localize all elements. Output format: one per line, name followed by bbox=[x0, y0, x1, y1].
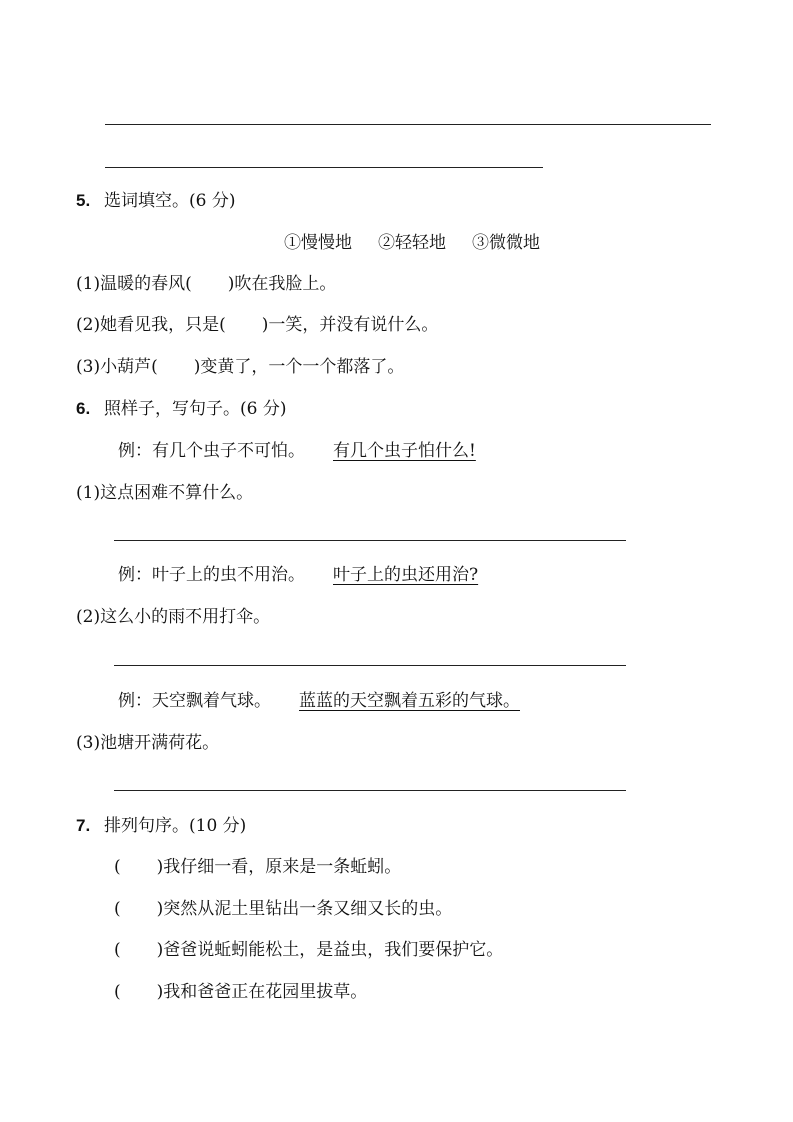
q5-options bbox=[284, 231, 540, 255]
q5-item-3: (3)小葫芦( )变黄了，一个一个都落了。 bbox=[76, 357, 405, 377]
q7-number: 7. bbox=[76, 816, 91, 835]
answer-line[interactable] bbox=[114, 790, 626, 791]
q7-item-1: ( )我仔细一看，原来是一条蚯蚓。 bbox=[114, 857, 402, 877]
answer-line[interactable] bbox=[114, 540, 626, 541]
q5-item-2: (2)她看见我，只是( )一笑，并没有说什么。 bbox=[76, 315, 439, 335]
option-1: ①慢慢地 bbox=[284, 233, 352, 253]
answer-line[interactable] bbox=[105, 167, 543, 168]
q7-item-3: ( )爸爸说蚯蚓能松土，是益虫，我们要保护它。 bbox=[114, 940, 504, 960]
q6-heading bbox=[76, 397, 286, 421]
q6-title: 照样子，写句子。(6 分) bbox=[104, 399, 287, 419]
q5-title: 选词填空。(6 分) bbox=[104, 191, 236, 211]
q5-heading bbox=[76, 189, 235, 213]
q7-title: 排列句序。(10 分) bbox=[104, 816, 247, 836]
q7-item-4: ( )我和爸爸正在花园里拔草。 bbox=[114, 982, 368, 1002]
answer-line[interactable] bbox=[105, 124, 711, 125]
example-answer: 有几个虫子怕什么! bbox=[333, 441, 476, 461]
q6-prompt-1: (1)这点困难不算什么。 bbox=[76, 483, 254, 503]
q6-prompt-3: (3)池塘开满荷花。 bbox=[76, 733, 220, 753]
example-answer: 蓝蓝的天空飘着五彩的气球。 bbox=[299, 691, 520, 711]
option-2: ②轻轻地 bbox=[378, 233, 446, 253]
example-answer: 叶子上的虫还用治? bbox=[333, 565, 479, 585]
q6-prompt-2: (2)这么小的雨不用打伞。 bbox=[76, 607, 271, 627]
q6-example-1: 例：有几个虫子不可怕。 有几个虫子怕什么! bbox=[118, 441, 476, 461]
q5-item-1: (1)温暖的春风( )吹在我脸上。 bbox=[76, 274, 337, 294]
q5-number: 5. bbox=[76, 191, 91, 210]
q6-example-3: 例：天空飘着气球。 蓝蓝的天空飘着五彩的气球。 bbox=[118, 691, 520, 711]
q7-item-2: ( )突然从泥土里钻出一条又细又长的虫。 bbox=[114, 899, 453, 919]
answer-line[interactable] bbox=[114, 665, 626, 666]
q6-number: 6. bbox=[76, 399, 91, 418]
q6-example-2: 例：叶子上的虫不用治。 叶子上的虫还用治? bbox=[118, 565, 479, 585]
option-3: ③微微地 bbox=[472, 233, 540, 253]
q7-heading bbox=[76, 814, 246, 838]
